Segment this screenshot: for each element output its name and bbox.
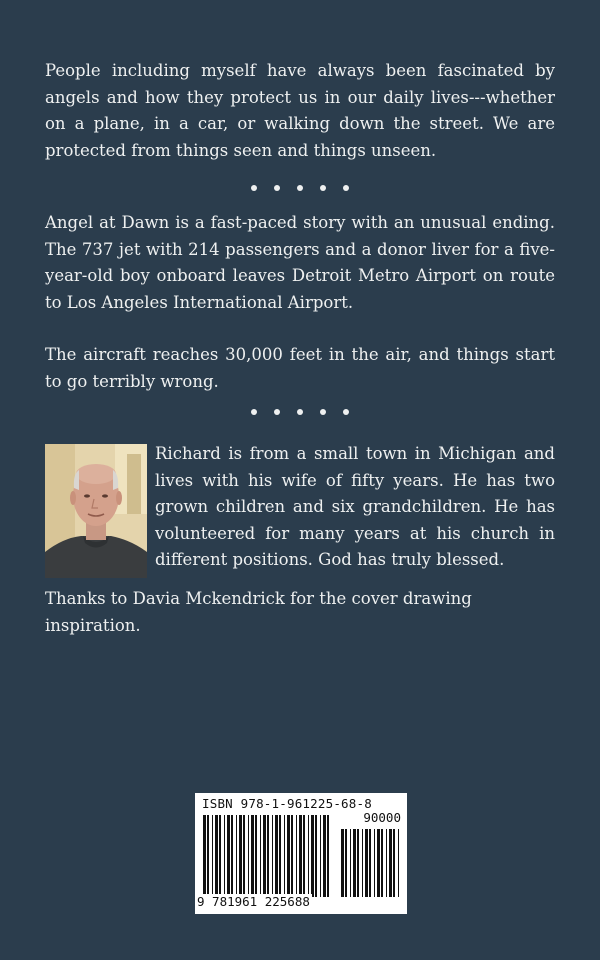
barcode-bar xyxy=(320,815,321,897)
barcode-bar xyxy=(291,815,293,897)
barcode-bar xyxy=(248,815,249,897)
barcode-bar xyxy=(377,829,380,897)
barcode-bar xyxy=(284,815,285,897)
barcode-bar xyxy=(345,829,347,897)
barcode-bar xyxy=(272,815,273,897)
synopsis-paragraph: Angel at Dawn is a fast-paced story with an unusual ending. The 737 jet with 214 passengers and a donor liver for a five-year-old boy onboard leaves Detroit Metro Airport on route to Los Angeles International Airport. xyxy=(45,213,555,312)
acknowledgment: Thanks to Davia Mckendrick for the cover drawing inspiration. xyxy=(45,589,472,635)
barcode-bar xyxy=(215,815,218,897)
barcode-bar xyxy=(365,829,368,897)
author-photo xyxy=(45,444,147,578)
barcode-bar xyxy=(398,829,399,897)
isbn-label: ISBN 978-1-961225-68-8 xyxy=(202,796,372,811)
barcode-bar xyxy=(239,815,242,897)
barcode-bar xyxy=(260,815,261,897)
price-code: 90000 xyxy=(363,810,401,825)
barcode-bar xyxy=(369,829,371,897)
barcode-bar xyxy=(296,815,297,897)
barcode-bar xyxy=(267,815,269,897)
barcode-bar xyxy=(327,815,329,897)
barcode-bars xyxy=(201,813,401,903)
barcode-bar xyxy=(219,815,221,897)
barcode-bar xyxy=(236,815,237,897)
barcode-bar xyxy=(374,829,375,897)
barcode-bar xyxy=(207,815,209,897)
barcode-bar xyxy=(386,829,387,897)
barcode-bar xyxy=(389,829,392,897)
barcode-bar xyxy=(303,815,305,897)
barcode-bar xyxy=(315,815,317,897)
barcode-bar xyxy=(381,829,383,897)
barcode-bar xyxy=(341,829,344,897)
barcode-bar xyxy=(251,815,254,897)
ean-digits: 9 781961 225688 xyxy=(197,894,310,909)
intro-paragraph: People including myself have always been fascinated by angels and how they protect us in our daily lives---whether on a plane, in a car, or walking down the street. We are protected from things seen and things unseen. xyxy=(45,61,555,160)
section-divider xyxy=(0,185,600,195)
barcode-bar xyxy=(362,829,363,897)
teaser-paragraph: The aircraft reaches 30,000 feet in the air, and things start to go terribly wrong. xyxy=(45,345,555,391)
barcode-bar xyxy=(308,815,309,897)
barcode-bar xyxy=(255,815,257,897)
barcode-bar xyxy=(224,815,225,897)
barcode-bar xyxy=(231,815,233,897)
barcode-bar xyxy=(299,815,302,897)
barcode-bar xyxy=(243,815,245,897)
barcode-bar xyxy=(275,815,278,897)
barcode-bar xyxy=(203,815,206,897)
barcode-bar xyxy=(323,815,326,897)
barcode-bar xyxy=(212,815,213,897)
barcode-bar xyxy=(227,815,230,897)
barcode-bar xyxy=(350,829,351,897)
barcode-bar xyxy=(311,815,314,897)
barcode-bar xyxy=(393,829,395,897)
barcode-bar xyxy=(287,815,290,897)
barcode-bar xyxy=(357,829,359,897)
author-bio: Richard is from a small town in Michigan and lives with his wife of fifty years. He has two grown children and six grandchildren. He has volunteered for many years at his church in different positions. God has truly blessed. xyxy=(155,444,555,569)
barcode-bar xyxy=(263,815,266,897)
barcode-bar xyxy=(279,815,281,897)
section-divider xyxy=(0,409,600,419)
isbn-barcode xyxy=(195,793,407,914)
barcode-bar xyxy=(353,829,356,897)
